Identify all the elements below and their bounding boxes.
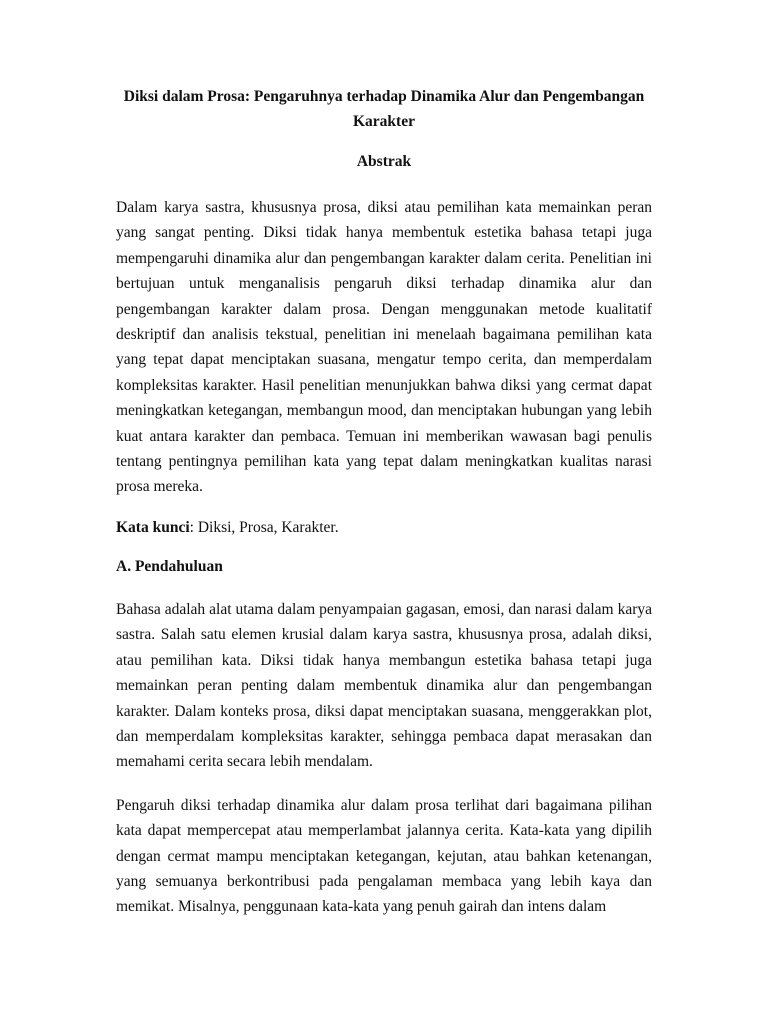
abstract-heading: Abstrak: [356, 153, 412, 170]
document-title: Diksi dalam Prosa: Pengaruhnya terhadap Dinamika Alur dan Pengembangan Karakter: [123, 88, 645, 130]
abstract-paragraph: Dalam karya sastra, khususnya prosa, diksi atau pemilihan kata memainkan peran yang sangat penting. Diksi tidak hanya membentuk estetika bahasa tetapi juga mempengaruhi dinamika alur dan pengembangan karakter dalam cerita. Penelitian ini bertujuan untuk menganalisis pengaruh diksi terhadap dinamika alur dan pengembangan karakter dalam prosa. Dengan menggunakan metode kualitatif deskriptif dan analisis tekstual, penelitian ini menelaah bagaimana pemilihan kata yang tepat dapat menciptakan suasana, mengatur tempo cerita, dan memperdalam kompleksitas karakter. Hasil penelitian menunjukkan bahwa diksi yang cermat dapat meningkatkan ketegangan, membangun mood, dan menciptakan hubungan yang lebih kuat antara karakter dan pembaca. Temuan ini memberikan wawasan bagi penulis tentang pentingnya pemilihan kata yang tepat dalam meningkatkan kualitas narasi prosa mereka.: [116, 199, 652, 496]
document-page: [116, 84, 652, 920]
keywords-line: [116, 517, 652, 539]
intro-paragraph-2: Pengaruh diksi terhadap dinamika alur dalam prosa terlihat dari bagaimana pilihan kata dapat mempercepat atau memperlambat jalannya cerita. Kata-kata yang dipilih dengan cermat mampu menciptakan ketegangan, kejutan, atau bahkan ketenangan, yang semuanya berkontribusi pada pengalaman membaca yang lebih kaya dan memikat. Misalnya, penggunaan kata-kata yang penuh gairah dan intens dalam: [116, 796, 652, 916]
keywords-label: Kata kunci: [116, 518, 190, 536]
intro-paragraph-1: Bahasa adalah alat utama dalam penyampaian gagasan, emosi, dan narasi dalam karya sastra. Salah satu elemen krusial dalam karya sastra, khususnya prosa, adalah diksi, atau pemilihan kata. Diksi tidak hanya membangun estetika bahasa tetapi juga memainkan peran penting dalam membentuk dinamika alur dan pengembangan karakter. Dalam konteks prosa, diksi dapat menciptakan suasana, menggerakkan plot, dan memperdalam kompleksitas karakter, sehingga pembaca dapat merasakan dan memahami cerita secara lebih mendalam.: [116, 600, 652, 771]
keywords-value: : Diksi, Prosa, Karakter.: [189, 518, 339, 536]
section-heading-pendahuluan: A. Pendahuluan: [116, 557, 223, 575]
